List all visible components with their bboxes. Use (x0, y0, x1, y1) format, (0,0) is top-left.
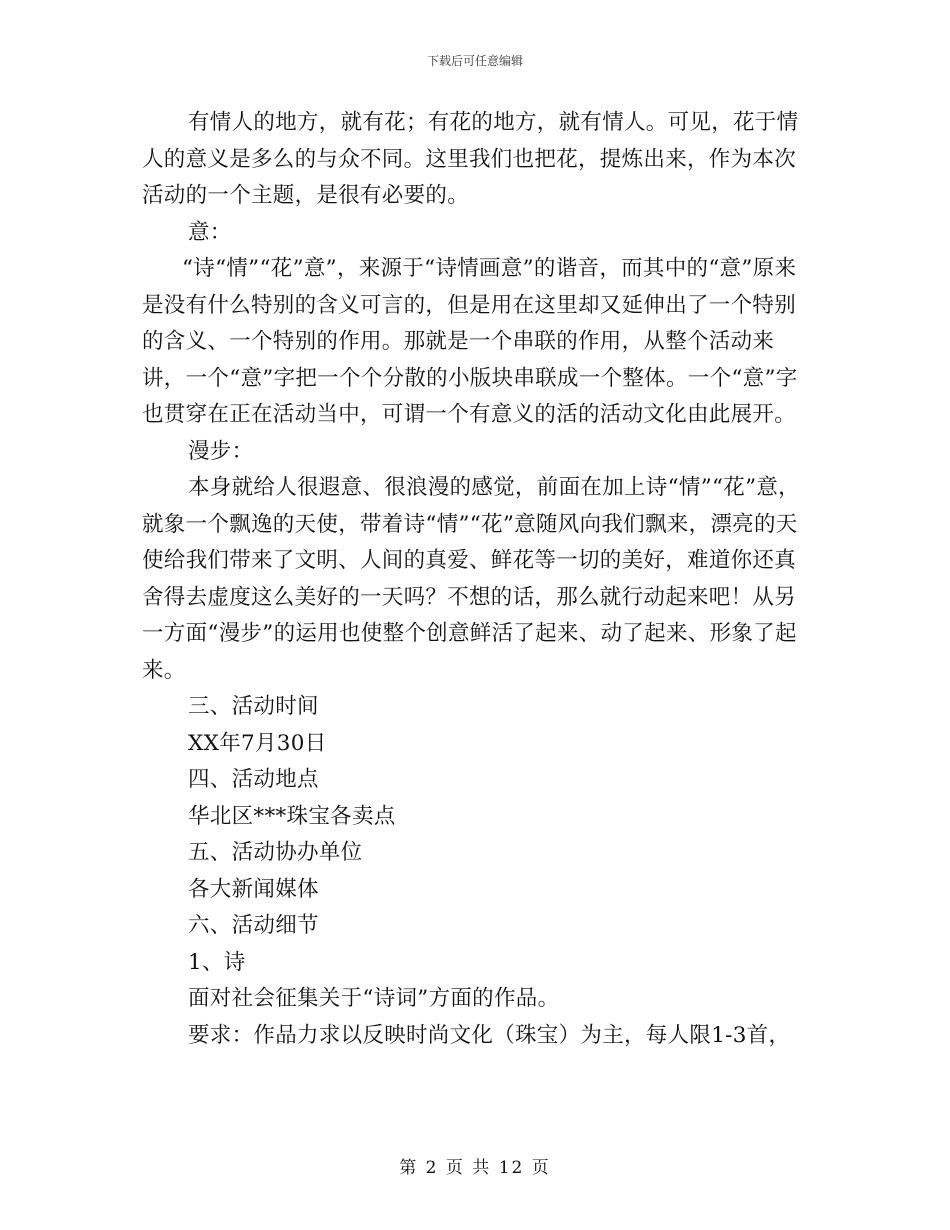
section-location-heading: 四、活动地点 (188, 767, 319, 792)
poem-collection-text: 面对社会征集关于“诗词”方面的作品。 (188, 986, 560, 1011)
heading-yi: 意： (188, 219, 232, 245)
activity-location: 华北区***珠宝各卖点 (188, 803, 396, 829)
document-body (142, 105, 812, 1054)
detail-item-poem: 1、诗 (188, 949, 246, 975)
page-footer: 第 2 页 共 12 页 (399, 1158, 551, 1178)
paragraph-flowers: 有情人的地方，就有花；有花的地方，就有情人。可见，花于情人的意义是多么的与众不同。这里我们也把花，提炼出来，作为本次活动的一个主题，是很有必要的。 (142, 110, 799, 208)
section-time-heading: 三、活动时间 (188, 694, 319, 719)
page-header: 下载后可任意编辑 (426, 54, 523, 68)
poem-requirements: 要求：作品力求以反映时尚文化（珠宝）为主，每人限1-3首， (188, 1022, 791, 1048)
paragraph-yi: “诗“情”“花”意”，来源于“诗情画意”的谐音，而其中的“意”原来是没有什么特别的含义可言的，但是用在这里却又延伸出了一个特别的含义、一个特别的作用。那就是一个串联的作用，从整个活动来讲，一个“意”字把一个个分散的小版块串联成一个整体。一个“意”字也贯穿在正在活动当中，可谓一个有意义的活的活动文化由此展开。 (142, 256, 798, 427)
section-details-heading: 六、活动细节 (188, 913, 319, 938)
paragraph-stroll: 本身就给人很遐意、很浪漫的感觉，前面在加上诗“情”“花”意，就象一个飘逸的天使，带着诗“情”“花”意随风向我们飘来，漂亮的天使给我们带来了文明、人间的真爱、鲜花等一切的美好，难道你还真舍得去虚度这么美好的一天吗？不想的话，那么就行动起来吧！从另一方面“漫步”的运用也使整个创意鲜活了起来、动了起来、形象了起来。 (142, 475, 800, 683)
section-co-organizers-heading: 五、活动协办单位 (188, 840, 363, 865)
heading-stroll: 漫步： (188, 438, 254, 464)
co-organizers: 各大新闻媒体 (188, 876, 319, 902)
activity-date: XX年7月30日 (188, 730, 327, 756)
